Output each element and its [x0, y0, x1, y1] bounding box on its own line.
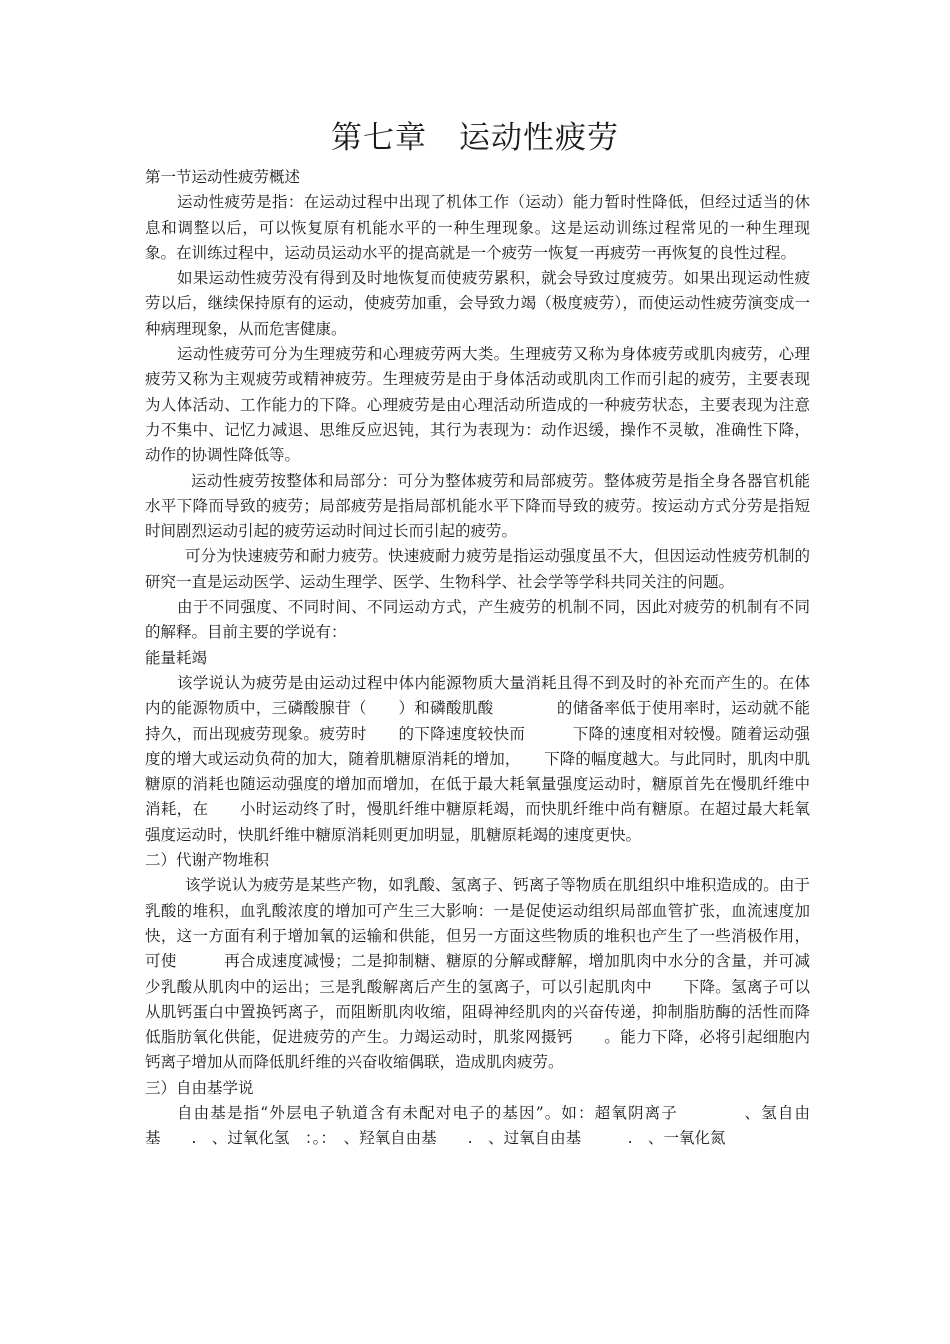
subheading-energy: 能量耗竭: [145, 648, 208, 667]
chapter-title: 第七章 运动性疲劳: [331, 120, 619, 156]
subheading-free-radicals: 三）自由基学说: [145, 1078, 254, 1097]
section-heading: 第一节运动性疲劳概述: [145, 168, 301, 186]
subheading-metabolites: 二）代谢产物堆积: [145, 851, 270, 870]
paragraph-overtraining: 如果运动性疲劳没有得到及时地恢复而使疲劳累积，就会导致过度疲劳。如果出现运动性疲劳以后，继续保持原有的运动，使疲劳加重，会导致力竭（极度疲劳），而使运动性疲劳演变成一种病理现象，从而危害健康。: [145, 269, 810, 338]
paragraph-whole-local: 运动性疲劳按整体和局部分：可分为整体疲劳和局部疲劳。整体疲劳是指全身各器官机能水平下降而导致的疲劳；局部疲劳是指局部机能水平下降而导致的疲劳。按运动方式分劳是指短时间剧烈运动引起的疲劳运动时间过长而引起的疲劳。: [145, 471, 810, 541]
paragraph-mechanisms: 由于不同强度、不同时间、不同运动方式，产生疲劳的机制不同，因此对疲劳的机制有不同的解释。目前主要的学说有：: [145, 598, 810, 642]
paragraph-energy: 该学说认为疲劳是由运动过程中体内能源物质大量消耗且得不到及时的补充而产生的。在体内的能源物质中，三磷酸腺苷（ ）和磷酸肌酸 的储备率低于使用率时，运动就不能持久，而出现疲劳现象。疲劳时 的下降速度较快而 下降的速度相对较慢。随着运动强度的增大或运动负荷的加大，随着肌糖原消耗的增加， 下降的幅度越大。与此同时，肌肉中肌糖原的消耗也随运动强度的增加而增加，在低于最大耗氧量强度运动时，糖原首先在慢肌纤维中消耗，在 小时运动终了时，慢肌纤维中糖原耗竭，而快肌纤维中尚有糖原。在超过最大耗氧强度运动时，快肌纤维中糖原消耗则更加明显，肌糖原耗竭的速度更快。: [145, 673, 810, 844]
paragraph-classification: 运动性疲劳可分为生理疲劳和心理疲劳两大类。生理疲劳又称为身体疲劳或肌肉疲劳，心理疲劳又称为主观疲劳或精神疲劳。生理疲劳是由于身体活动或肌肉工作而引起的疲劳，主要表现为人体活动、工作能力的下降。心理疲劳是由心理活动所造成的一种疲劳状态，主要表现为注意力不集中、记忆力减退、思维反应迟钝，其行为表现为：动作迟缓，操作不灵敏，准确性下降，动作的协调性降低等。: [145, 345, 810, 465]
paragraph-metabolites: 该学说认为疲劳是某些产物，如乳酸、氢离子、钙离子等物质在肌组织中堆积造成的。由于乳酸的堆积，血乳酸浓度的增加可产生三大影响：一是促使运动组织局部血管扩张，血流速度加快，这一方面有利于增加氧的运输和供能，但另一方面这些物质的堆积也产生了一些消极作用，可使 再合成速度减慢；二是抑制糖、糖原的分解或酵解，增加肌肉中水分的含量，并可减少乳酸从肌肉中的运出；三是乳酸解离后产生的氢离子，可以引起肌肉中 下降。氢离子可以从肌钙蛋白中置换钙离子，而阻断肌肉收缩，阻碍神经肌肉的兴奋传递，抑制脂肪酶的活性而降低脂肪氧化供能，促进疲劳的产生。力竭运动时，肌浆网摄钙 。能力下降，必将引起细胞内钙离子增加从而降低肌纤维的兴奋收缩偶联，造成肌肉疲劳。: [145, 876, 810, 1072]
paragraph-definition: 运动性疲劳是指：在运动过程中出现了机体工作（运动）能力暂时性降低，但经过适当的休息和调整以后，可以恢复原有机能水平的一种生理现象。这是运动训练过程常见的一种生理现象。在训练过程中，运动员运动水平的提高就是一个疲劳一恢复一再疲劳一再恢复的良性过程。: [145, 193, 810, 262]
paragraph-speed-endurance: 可分为快速疲劳和耐力疲劳。快速疲耐力疲劳是指运动强度虽不大，但因运动性疲劳机制的研究一直是运动医学、运动生理学、医学、生物科学、社会学等学科共同关注的问题。: [145, 547, 810, 591]
document-body: [145, 165, 810, 1152]
paragraph-free-radicals: 自由基是指“外层电子轨道含有未配对电子的基因”。如：超氧阴离子 、氢自由基 . 、过氧化氢 ：。： 、羟氧自由基 . 、过氧自由基 . 、一氧化氮: [145, 1103, 810, 1148]
